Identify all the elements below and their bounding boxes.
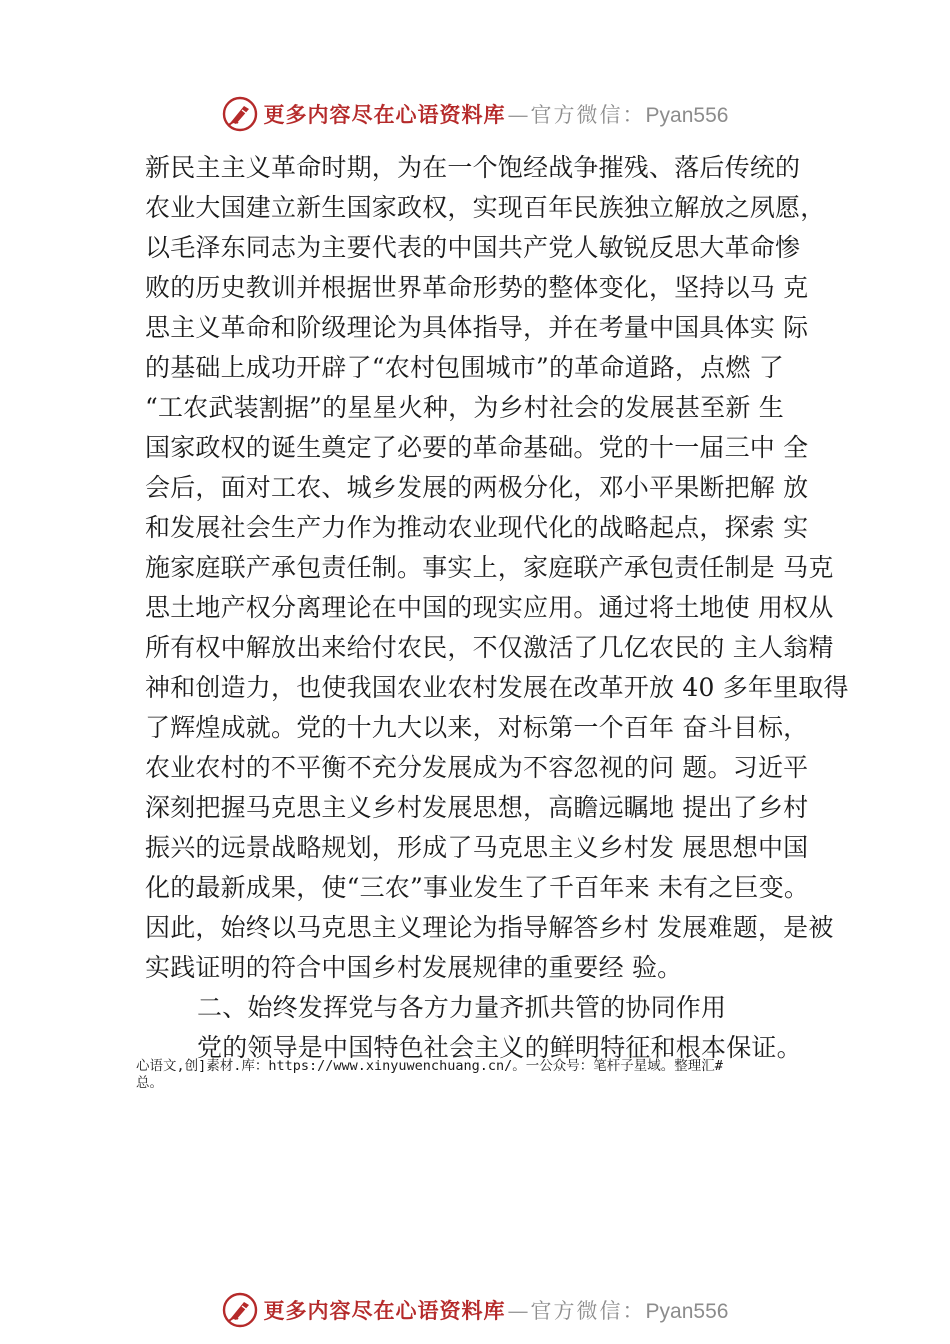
text-line: 思主义革命和阶级理论为具体指导，并在考量中国具体实 际 xyxy=(145,313,809,342)
banner-label: 官方微信： xyxy=(530,103,646,127)
document-body xyxy=(145,148,849,1068)
text-line: 化的最新成果，使“三农”事业发生了千百年来 未有之巨变。 xyxy=(145,873,810,902)
banner-label: 官方微信： xyxy=(530,1299,646,1323)
text-line: 神和创造力，也使我国农业农村发展在改革开放 40 多年里取得 xyxy=(145,673,849,702)
text-line: 会后，面对工农、城乡发展的两极分化，邓小平果断把解 放 xyxy=(145,473,809,502)
text-line: 思土地产权分离理论在中国的现实应用。通过将土地使 用权从 xyxy=(145,593,834,622)
pen-nib-logo-icon xyxy=(222,1292,258,1328)
text-line: 了辉煌成就。党的十九大以来，对标第一个百年 奋斗目标， xyxy=(145,713,809,742)
footer-banner xyxy=(0,1290,950,1330)
text-line: 施家庭联产承包责任制。事实上，家庭联产承包责任制是 马克 xyxy=(145,553,834,582)
banner-wechat-id: Pyan556 xyxy=(645,1300,729,1323)
banner-brand-text: 更多内容尽在心语资料库 xyxy=(263,1298,506,1323)
paragraph-start: 党的领导是中国特色社会主义的鲜明特征和根本保证。 xyxy=(197,1033,802,1062)
text-line: 的基础上成功开辟了“农村包围城市”的革命道路，点燃 了 xyxy=(145,353,784,382)
banner-wechat-id: Pyan556 xyxy=(645,104,729,127)
text-line: 败的历史教训并根据世界革命形势的整体变化，坚持以马 克 xyxy=(145,273,809,302)
footnote-line: 总。 xyxy=(136,1075,163,1091)
banner-brand-text: 更多内容尽在心语资料库 xyxy=(263,102,506,127)
header-banner xyxy=(0,94,950,134)
text-line: 新民主主义革命时期，为在一个饱经战争摧残、落后传统的 xyxy=(145,153,801,182)
text-line: 以毛泽东同志为主要代表的中国共产党人敏锐反思大革命惨 xyxy=(145,233,801,262)
footnote-line: 心语文,创]素材.库：https://www.xinyuwenchuang.cn/。一公众号：笔杆子星域。整理汇# xyxy=(136,1058,723,1074)
text-line: 农业大国建立新生国家政权，实现百年民族独立解放之夙愿， xyxy=(145,193,826,222)
text-line: 因此，始终以马克思主义理论为指导解答乡村 发展难题，是被 xyxy=(145,913,834,942)
pen-nib-logo-icon xyxy=(222,96,258,132)
source-footnote xyxy=(136,1058,836,1092)
text-line: 所有权中解放出来给付农民，不仅激活了几亿农民的 主人翁精 xyxy=(145,633,834,662)
text-line: 和发展社会生产力作为推动农业现代化的战略起点，探索 实 xyxy=(145,513,809,542)
text-line: 国家政权的诞生奠定了必要的革命基础。党的十一届三中 全 xyxy=(145,433,809,462)
banner-separator: — xyxy=(507,103,529,127)
section-heading: 二、始终发挥党与各方力量齐抓共管的协同作用 xyxy=(197,993,727,1022)
text-line: 实践证明的符合中国乡村发展规律的重要经 验。 xyxy=(145,953,683,982)
text-line: 深刻把握马克思主义乡村发展思想，高瞻远瞩地 提出了乡村 xyxy=(145,793,809,822)
text-line: 振兴的远景战略规划，形成了马克思主义乡村发 展思想中国 xyxy=(145,833,809,862)
banner-separator: — xyxy=(507,1299,529,1323)
text-line: 农业农村的不平衡不充分发展成为不容忽视的问 题。习近平 xyxy=(145,753,809,782)
text-line: “工农武装割据”的星星火种，为乡村社会的发展甚至新 生 xyxy=(145,393,784,422)
